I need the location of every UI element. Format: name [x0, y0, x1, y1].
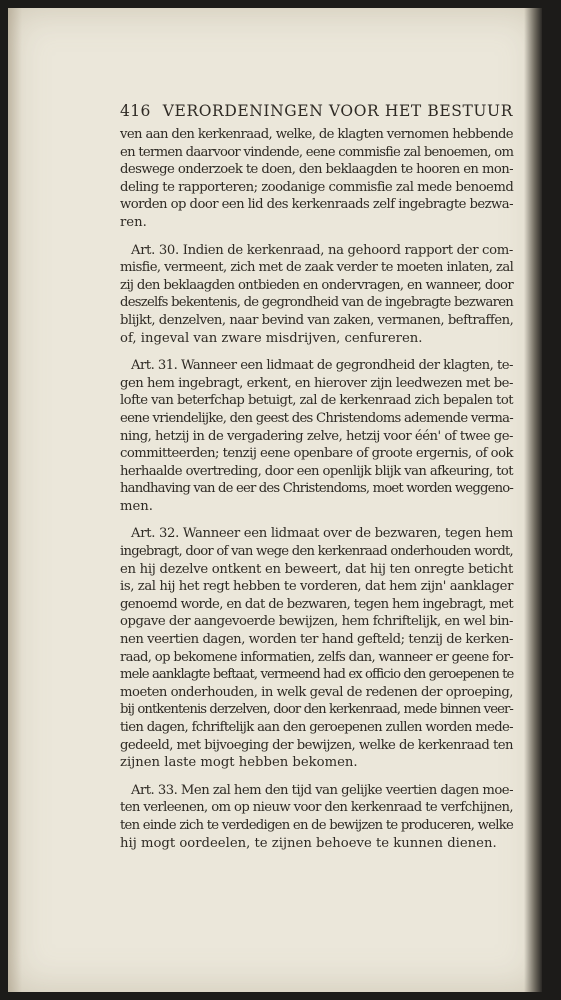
- paragraph: [120, 782, 513, 852]
- text-line: blijkt, denzelven, naar bevind van zaken, vermanen, beftraffen,: [120, 312, 514, 328]
- text-line: deling te rapporteren; zoodanige commisfie zal mede benoemd: [120, 179, 514, 195]
- text-line: Art. 33. Men zal hem den tijd van gelijke veertien dagen moe-: [131, 782, 513, 798]
- paragraph: [120, 126, 513, 232]
- text-line: en termen daarvoor vindende, eene commisfie zal benoemen, om: [120, 144, 514, 160]
- text-line: moeten onderhouden, in welk geval de redenen der oproeping,: [120, 684, 513, 700]
- paragraph: [120, 357, 513, 515]
- text-line: ten verleenen, om op nieuw voor den kerkenraad te verfchijnen,: [120, 800, 513, 816]
- text-line: nen veertien dagen, worden ter hand gefteld; tenzij de kerken-: [120, 632, 513, 648]
- running-title: VERORDENINGEN VOOR HET BESTUUR: [162, 102, 513, 120]
- text-line: is, zal hij het regt hebben te vorderen, dat hem zijn' aanklager: [120, 579, 513, 595]
- page-number: 416: [120, 102, 151, 120]
- text-line: eene vriendelijke, den geest des Christendoms ademende verma-: [120, 410, 513, 426]
- text-line: ten einde zich te verdedigen en de bewijzen te produceren, welke: [120, 817, 513, 833]
- text-line: zij den beklaagden ontbieden en ondervragen, en wanneer, door: [120, 277, 513, 293]
- text-line: worden op door een lid des kerkenraads zelf ingebragte bezwa-: [120, 197, 513, 213]
- text-line: lofte van beterfchap betuigt, zal de kerkenraad zich bepalen tot: [120, 393, 513, 409]
- page-edge-shadow: [524, 8, 542, 992]
- text-line: zijnen laste mogt hebben bekomen.: [120, 755, 358, 771]
- text-line: bij ontkentenis derzelven, door den kerkenraad, mede binnen veer-: [120, 702, 513, 718]
- text-line: Art. 31. Wanneer een lidmaat de gegrondheid der klagten, te-: [131, 358, 513, 374]
- paragraph: [120, 242, 513, 348]
- text-line: ren.: [120, 214, 147, 230]
- text-line: ven aan den kerkenraad, welke, de klagten vernomen hebbende: [120, 127, 513, 142]
- text-line: misfie, vermeent, zich met de zaak verder te moeten inlaten, zal: [120, 260, 514, 276]
- text-line: genoemd worde, en dat de bezwaren, tegen hem ingebragt, met: [120, 596, 513, 612]
- text-line: of, ingeval van zware misdrijven, cenfureren.: [120, 330, 423, 346]
- page-text: [120, 102, 513, 852]
- running-header: [120, 102, 513, 120]
- text-line: deswege onderzoek te doen, den beklaagden te hooren en mon-: [120, 162, 513, 178]
- text-line: ning, hetzij in de vergadering zelve, hetzij voor één' of twee ge-: [120, 428, 513, 444]
- text-line: ingebragt, door of van wege den kerkenraad onderhouden wordt,: [120, 544, 513, 560]
- paragraph: [120, 525, 513, 771]
- text-line: committeerden; tenzij eene openbare of groote ergernis, of ook: [120, 446, 513, 462]
- text-line: Art. 30. Indien de kerkenraad, na gehoord rapport der com-: [131, 242, 513, 258]
- text-line: tien dagen, fchriftelijk aan den geroepenen zullen worden mede-: [120, 720, 513, 735]
- book-page: [8, 8, 542, 992]
- text-line: opgave der aangevoerde bewijzen, hem fchriftelijk, en wel bin-: [120, 614, 513, 630]
- text-line: gen hem ingebragt, erkent, en hierover zijn leedwezen met be-: [120, 375, 513, 391]
- text-line: raad, op bekomene informatien, zelfs dan, wanneer er geene for-: [120, 649, 513, 665]
- text-line: deszelfs bekentenis, de gegrondheid van de ingebragte bezwaren: [120, 295, 513, 311]
- text-line: en hij dezelve ontkent en beweert, dat hij ten onregte beticht: [120, 561, 513, 577]
- body-text: [120, 126, 513, 852]
- text-line: Art. 32. Wanneer een lidmaat over de bezwaren, tegen hem: [131, 526, 513, 542]
- text-line: men.: [120, 498, 153, 514]
- text-line: handhaving van de eer des Christendoms, moet worden weggeno-: [120, 481, 513, 497]
- text-line: gedeeld, met bijvoeging der bewijzen, welke de kerkenraad ten: [120, 737, 513, 753]
- text-line: herhaalde overtreding, door een openlijk blijk van afkeuring, tot: [120, 463, 513, 479]
- text-line: mele aanklagte beftaat, vermeend had ex officio den geroepenen te: [120, 667, 514, 683]
- text-line: hij mogt oordeelen, te zijnen behoeve te kunnen dienen.: [120, 835, 497, 851]
